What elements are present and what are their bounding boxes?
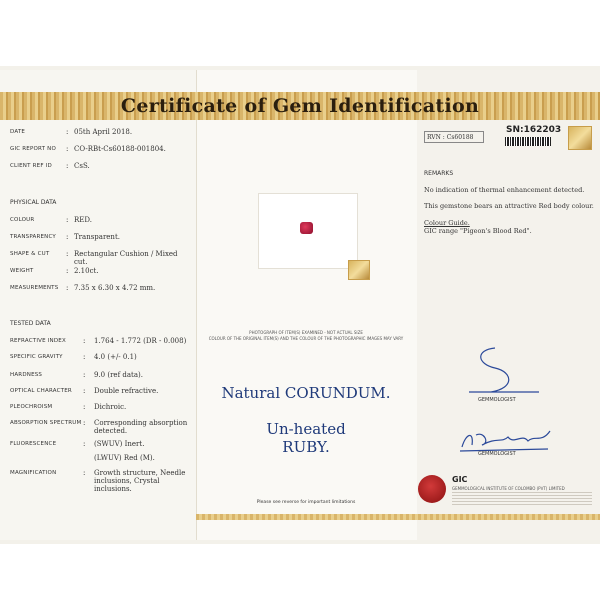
field-value: Rectangular Cushion / Mixed cut. <box>74 250 178 266</box>
hologram-icon <box>348 260 370 280</box>
field-value: Transparent. <box>74 233 120 241</box>
rvn-box: RVN : Cs60188 <box>424 131 484 143</box>
colour-guide: GIC range "Pigeon's Blood Red". <box>424 227 532 235</box>
center-panel <box>196 70 418 540</box>
field-label: HARDNESS <box>10 372 43 378</box>
field-colon: : <box>83 353 86 361</box>
limitations-note: Please see reverse for important limitations <box>256 500 356 505</box>
physical-data-title: PHYSICAL DATA <box>10 199 57 206</box>
gic-name: GEMMOLOGICAL INSTITUTE OF COLOMBO (PVT) LIMITED <box>452 486 565 491</box>
field-value: 4.0 (+/- 0.1) <box>94 353 137 361</box>
field-value: (SWUV) Inert. <box>94 440 145 448</box>
gemmologist-label-1: GEMMOLOGIST <box>478 397 516 403</box>
field-label: COLOUR <box>10 217 35 223</box>
species: Natural CORUNDUM. <box>221 384 391 402</box>
serial-number: SN:162203 <box>506 125 562 135</box>
ruby-stone-image <box>300 222 313 234</box>
barcode <box>505 137 551 146</box>
field-label: TRANSPARENCY <box>10 234 56 240</box>
field-colon: : <box>66 267 69 275</box>
photo-caption-2: COLOUR OF THE ORIGINAL ITEM(S) AND THE COLOUR OF THE PHOTOGRAPHIC IMAGES MAY VARY <box>208 336 404 341</box>
field-label: ABSORPTION SPECTRUM <box>10 420 82 426</box>
field-value: (LWUV) Red (M). <box>94 454 155 462</box>
field-colon: : <box>83 337 86 345</box>
field-label: DATE <box>10 129 26 135</box>
field-colon: : <box>66 145 69 153</box>
field-label: CLIENT REF ID <box>10 163 52 169</box>
field-value: Growth structure, Needle inclusions, Crystal inclusions. <box>94 469 186 493</box>
field-label: WEIGHT <box>10 268 34 274</box>
field-value: Dichroic. <box>94 403 127 411</box>
field-value: Double refractive. <box>94 387 159 395</box>
tested-data-title: TESTED DATA <box>10 320 51 327</box>
treatment: Un-heated <box>266 420 346 438</box>
field-label: FLUORESCENCE <box>10 441 57 447</box>
field-colon: : <box>83 371 86 379</box>
field-value: 7.35 x 6.30 x 4.72 mm. <box>74 284 156 292</box>
field-colon: : <box>66 162 69 170</box>
remarks-title: REMARKS <box>424 170 454 177</box>
hologram-icon <box>568 126 592 150</box>
field-value: 05th April 2018. <box>74 128 133 136</box>
field-value: 1.764 - 1.772 (DR - 0.008) <box>94 337 187 345</box>
field-colon: : <box>83 387 86 395</box>
field-value: Corresponding absorption detected. <box>94 419 188 435</box>
field-label: PLEOCHROISM <box>10 404 53 410</box>
gic-logo-text: GIC <box>452 475 468 484</box>
certificate-title: Certificate of Gem Identification <box>120 95 480 117</box>
field-label: SPECIFIC GRAVITY <box>10 354 63 360</box>
field-colon: : <box>83 440 86 448</box>
address-lines <box>452 492 592 506</box>
field-value: 2.10ct. <box>74 267 99 275</box>
variety: RUBY. <box>282 438 330 456</box>
field-colon: : <box>66 233 69 241</box>
field-colon: : <box>83 403 86 411</box>
field-colon: : <box>66 216 69 224</box>
colour-guide-title: Colour Guide. <box>424 219 470 227</box>
photo-caption-1: PHOTOGRAPH OF ITEM(S) EXAMINED - NOT ACTUAL SIZE <box>249 330 363 335</box>
remark-2: This gemstone bears an attractive Red body colour. <box>424 202 594 210</box>
field-label: MAGNIFICATION <box>10 470 57 476</box>
field-value: CsS. <box>74 162 90 170</box>
remark-1: No indication of thermal enhancement detected. <box>424 186 585 194</box>
field-value: CO-RBt-Cs60188-001804. <box>74 145 166 153</box>
field-label: SHAPE & CUT <box>10 251 50 257</box>
field-colon: : <box>66 284 69 292</box>
field-value: RED. <box>74 216 92 224</box>
field-colon: : <box>83 469 86 477</box>
gemmologist-label-2: GEMMOLOGIST <box>478 451 516 457</box>
gic-seal-icon <box>418 475 446 503</box>
field-colon: : <box>83 419 86 427</box>
field-value: 9.0 (ref data). <box>94 371 143 379</box>
field-label: OPTICAL CHARACTER <box>10 388 72 394</box>
gold-band-bottom <box>196 514 600 520</box>
field-colon: : <box>66 128 69 136</box>
field-colon: : <box>66 250 69 258</box>
signature-1 <box>465 342 545 398</box>
field-label: GIC REPORT NO <box>10 146 56 152</box>
field-label: REFRACTIVE INDEX <box>10 338 66 344</box>
field-label: MEASUREMENTS <box>10 285 59 291</box>
